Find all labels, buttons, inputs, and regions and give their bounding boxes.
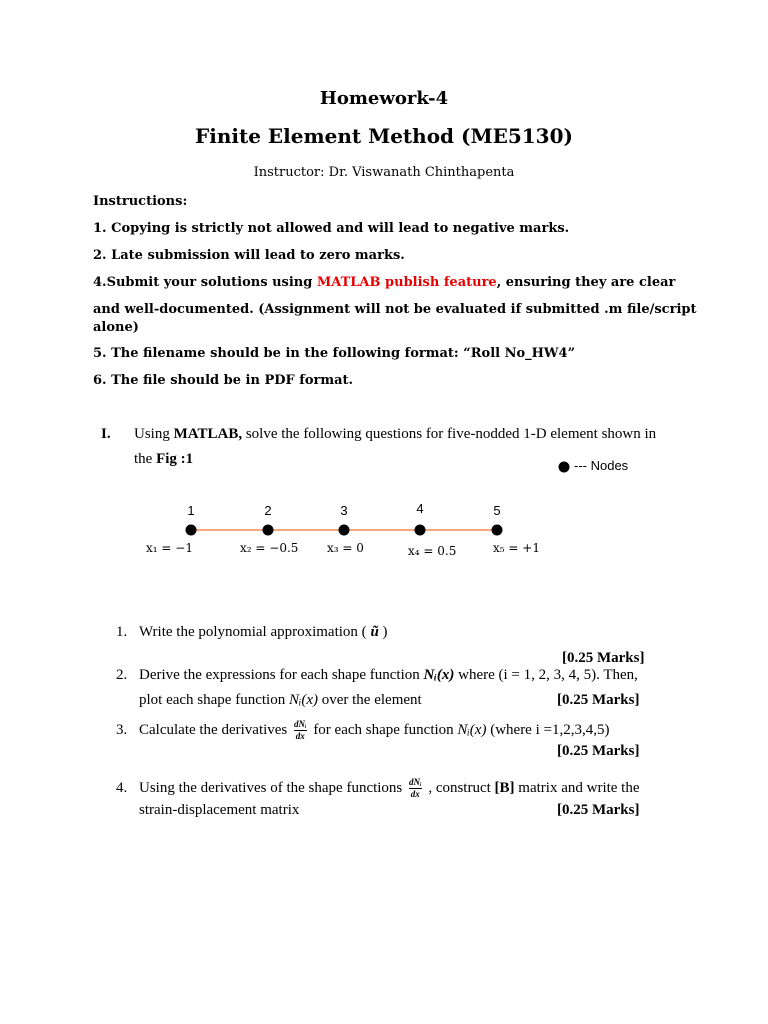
matlab-publish-highlight: MATLAB publish feature [316,275,497,290]
instruction-item-5: 5. The filename should be in the following format: “Roll No_HW4” [93,346,576,361]
section-intro-line1 [134,426,656,443]
homework-title: Homework-4 [319,88,449,109]
fraction-numerator-2: dNᵢ [409,777,422,788]
legend-node-icon [559,462,570,473]
question-3-text [139,715,609,745]
coord-label-2: x₂ = −0.5 [240,541,299,555]
u-tilde-symbol: ũ [370,624,379,640]
q4-post: matrix and write the [514,780,640,796]
node-2 [263,525,274,536]
question-4-text [139,773,640,803]
node-4 [415,525,426,536]
q4-mid: , construct [424,780,495,796]
node-label-4: 4 [416,501,424,516]
question-3-marks: [0.25 Marks] [557,743,640,759]
question-1-text [139,624,388,641]
derivative-fraction-2 [409,777,422,800]
question-4-marks: [0.25 Marks] [557,802,640,818]
coord-label-5: x₅ = +1 [493,541,540,555]
instruction-item-6: 6. The file should be in PDF format. [93,373,354,388]
coord-label-3: x₃ = 0 [327,541,364,555]
q1-close: ) [378,624,388,640]
derivative-fraction [294,719,307,742]
question-3-number: 3. [116,722,128,738]
fraction-denominator-2: dx [410,789,420,800]
instruction-item-4-line3: alone) [93,320,139,335]
q2-line2-pre: plot each shape function [139,692,289,708]
q1-text: Write the polynomial approximation ( [139,624,371,640]
question-1-marks: [0.25 Marks] [562,650,645,666]
coord-label-4: x₄ = 0.5 [408,544,457,558]
instructor-line: Instructor: Dr. Viswanath Chinthapenta [253,165,515,180]
node-label-1: 1 [187,503,195,518]
q2-text-pre: Derive the expressions for each shape function [139,667,424,683]
question-2-number: 2. [116,667,128,683]
q3-post: (where i =1,2,3,4,5) [486,722,610,738]
b-matrix-label: [B] [494,780,515,796]
intro-text-rest: solve the following questions for five-nodded 1-D element shown in [242,426,657,442]
node-label-3: 3 [340,503,348,518]
question-2-line2 [139,692,422,709]
figure-reference: Fig :1 [156,451,194,467]
coord-label-1: x₁ = −1 [146,541,193,555]
legend-label: --- Nodes [574,458,629,473]
instruction-item-2: 2. Late submission will lead to zero marks. [93,248,405,263]
course-title: Finite Element Method (ME5130) [195,124,573,148]
node-label-2: 2 [264,503,272,518]
question-1-number: 1. [116,624,128,640]
instructions-heading: Instructions: [93,194,188,209]
instruction-item-4-post: , ensuring they are clear [496,275,676,290]
q2-line2-post: over the element [317,692,422,708]
fraction-numerator: dNᵢ [294,719,307,730]
element-figure [0,450,768,570]
matlab-bold: MATLAB, [173,426,243,442]
q3-mid: for each shape function [309,722,458,738]
q4-pre: Using the derivatives of the shape functions [139,780,407,796]
question-2-marks: [0.25 Marks] [557,692,640,708]
node-1 [186,525,197,536]
node-5 [492,525,503,536]
section-roman-numeral: I. [101,426,111,442]
question-4-line2: strain-displacement matrix [139,802,300,818]
q2-text-post: where (i = 1, 2, 3, 4, 5). Then, [454,667,638,683]
intro-text-line2: the [134,451,157,467]
question-2-text [139,667,638,684]
instruction-item-4 [93,275,675,290]
shape-function-symbol-3: Nᵢ(x) [457,722,487,738]
instruction-item-1: 1. Copying is strictly not allowed and will lead to negative marks. [93,221,570,236]
fraction-denominator: dx [295,731,305,742]
instruction-item-4-pre: 4.Submit your solutions using [93,275,317,290]
intro-text: Using [134,426,174,442]
question-4-number: 4. [116,780,128,796]
shape-function-symbol: Nᵢ(x) [423,667,455,683]
node-label-5: 5 [493,503,501,518]
q3-pre: Calculate the derivatives [139,722,292,738]
shape-function-symbol-2: Nᵢ(x) [288,692,318,708]
instruction-item-4-line2: and well-documented. (Assignment will not be evaluated if submitted .m file/script [93,302,697,317]
node-3 [339,525,350,536]
